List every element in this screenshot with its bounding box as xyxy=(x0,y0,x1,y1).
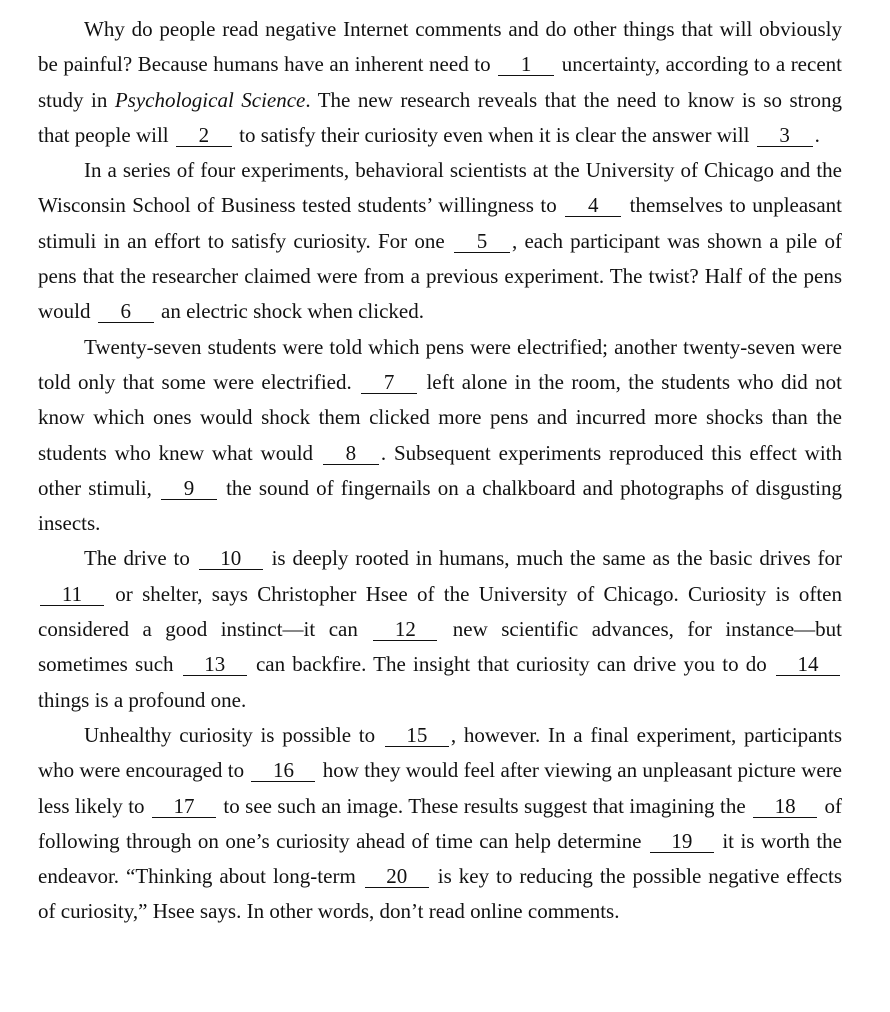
text-segment: it is worth the endeavor. “Thinking about long-term xyxy=(38,828,843,889)
text-segment: Unhealthy curiosity is possible to xyxy=(84,722,383,747)
blank-7[interactable]: 7 xyxy=(361,370,417,394)
text-segment: , each participant was shown a pile of pens that the researcher claimed were from a previous experiment. The twist? Half of the pens would xyxy=(38,228,842,324)
text-segment: is key to reducing the possible negative effects of curiosity,” Hsee says. In other words, don’t read online comments. xyxy=(38,864,842,924)
text-segment: is deeply rooted in humans, much the same as the basic drives for xyxy=(264,546,842,571)
text-segment: In a series of four experiments, behavioral scientists at the University of Chicago and the Wisconsin School of Business tested students’ willingness to xyxy=(38,158,842,218)
blank-1[interactable]: 1 xyxy=(498,52,554,76)
text-segment: can backfire. The insight that curiosity can drive you to do xyxy=(248,652,774,677)
text-segment: to see such an image. These results suggest that imagining the xyxy=(217,793,752,818)
passage xyxy=(38,12,842,930)
blank-9[interactable]: 9 xyxy=(161,476,217,500)
blank-16[interactable]: 16 xyxy=(251,758,315,782)
text-segment: , however. In a final experiment, participants who were encouraged to xyxy=(38,722,842,783)
paragraph-5 xyxy=(38,718,842,930)
blank-14[interactable]: 14 xyxy=(776,652,840,676)
text-segment: to satisfy their curiosity even when it is clear the answer will xyxy=(233,122,755,147)
text-segment: . xyxy=(814,122,820,147)
text-segment: of following through on one’s curiosity ahead of time can help determine xyxy=(38,793,843,853)
text-segment: uncertainty, according to a recent study in xyxy=(38,52,842,112)
blank-15[interactable]: 15 xyxy=(385,723,449,747)
journal-title: Psychological Science xyxy=(114,87,306,112)
text-segment: Why do people read negative Internet comments and do other things that will obviously be painful? Because humans have an inherent need to xyxy=(38,17,842,77)
text-segment: an electric shock when clicked. xyxy=(155,299,424,324)
text-segment: . The new research reveals that the need to know is so strong that people will xyxy=(38,87,842,147)
blank-3[interactable]: 3 xyxy=(757,123,813,147)
text-segment: things is a profound one. xyxy=(38,687,247,712)
paragraph-3 xyxy=(38,330,842,542)
paragraph-4 xyxy=(38,541,842,717)
blank-11[interactable]: 11 xyxy=(40,582,104,606)
blank-18[interactable]: 18 xyxy=(753,794,817,818)
text-segment: new scientific advances, for instance—but sometimes such xyxy=(38,617,842,677)
blank-2[interactable]: 2 xyxy=(176,123,232,147)
text-segment: or shelter, says Christopher Hsee of the University of Chicago. Curiosity is often considered a good instinct—it can xyxy=(38,581,842,642)
blank-20[interactable]: 20 xyxy=(365,864,429,888)
text-segment: how they would feel after viewing an unpleasant picture were less likely to xyxy=(38,758,843,818)
blank-4[interactable]: 4 xyxy=(565,193,621,217)
paragraph-2 xyxy=(38,153,842,329)
text-segment: Twenty-seven students were told which pens were electrified; another twenty-seven were told only that some were electrified. xyxy=(38,334,842,394)
blank-10[interactable]: 10 xyxy=(199,546,263,570)
blank-19[interactable]: 19 xyxy=(650,829,714,853)
text-segment: left alone in the room, the students who did not know which ones would shock them clicked more pens and incurred more shocks than the students who knew what would xyxy=(38,369,842,465)
blank-13[interactable]: 13 xyxy=(183,652,247,676)
blank-17[interactable]: 17 xyxy=(152,794,216,818)
blank-12[interactable]: 12 xyxy=(373,617,437,641)
text-segment: themselves to unpleasant stimuli in an effort to satisfy curiosity. For one xyxy=(38,193,843,253)
paragraph-1 xyxy=(38,12,842,153)
blank-5[interactable]: 5 xyxy=(454,229,510,253)
blank-6[interactable]: 6 xyxy=(98,299,154,323)
text-segment: The drive to xyxy=(84,546,197,571)
blank-8[interactable]: 8 xyxy=(323,441,379,465)
text-segment: the sound of fingernails on a chalkboard and photographs of disgusting insects. xyxy=(38,475,842,536)
text-segment: . Subsequent experiments reproduced this effect with other stimuli, xyxy=(38,440,842,500)
